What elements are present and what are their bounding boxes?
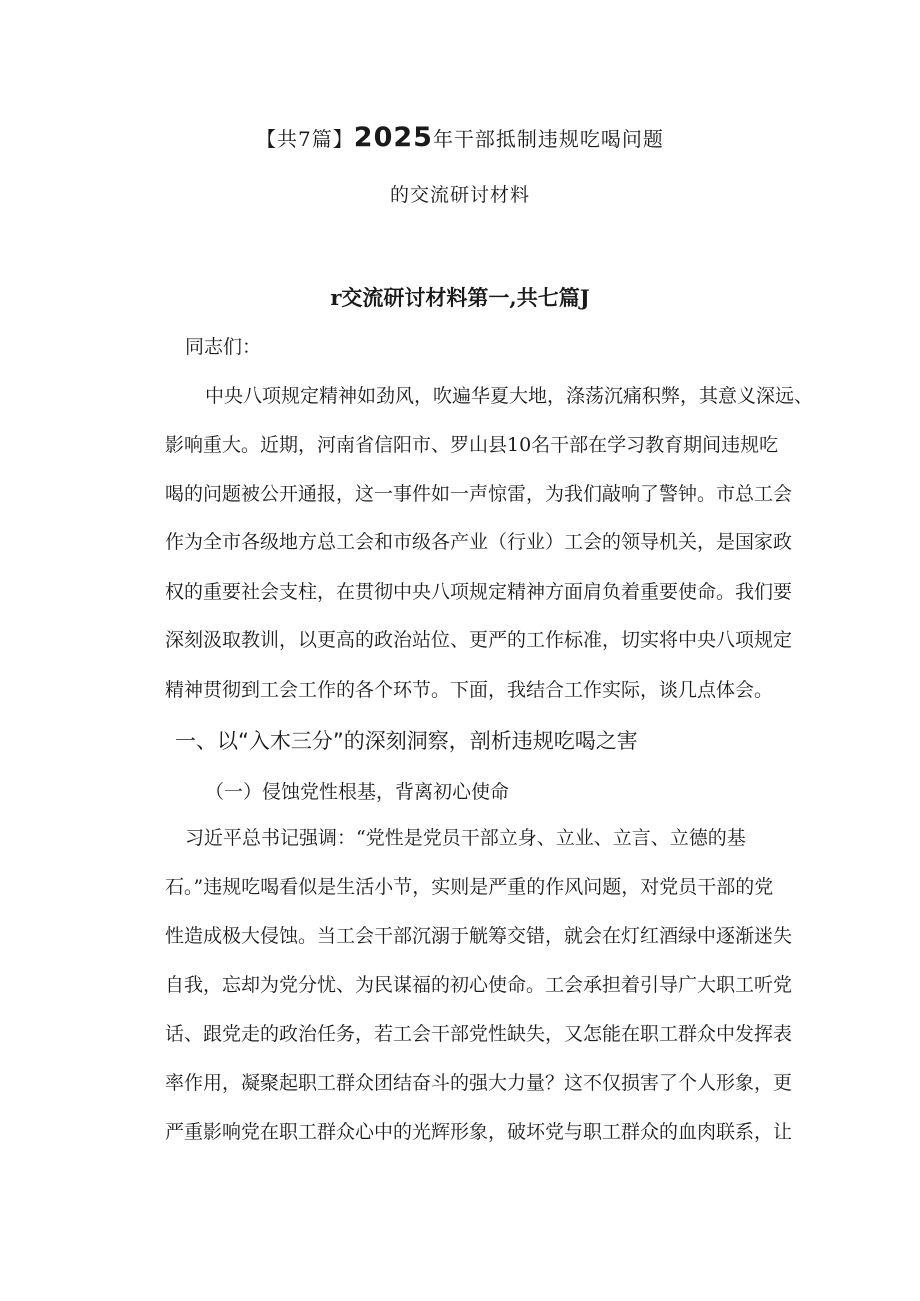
intro-line: 中央八项规定精神如劲风，吹遍华夏大地，涤荡沉痛积弊，其意义深远、 — [205, 385, 814, 407]
document-title-line1 — [0, 122, 920, 153]
body-line: 话、跟党走的政治任务，若工会干部党性缺失，又怎能在职工群众中发挥表 — [165, 1023, 793, 1045]
body-line: 习近平总书记强调：“党性是党员干部立身、立业、立言、立德的基 — [185, 827, 746, 849]
title-bracket: 【共7篇】 — [256, 127, 354, 151]
intro-line: 深刻汲取教训，以更高的政治站位、更严的工作标准，切实将中央八项规定 — [165, 629, 793, 651]
intro-line: 精神贯彻到工会工作的各个环节。下面，我结合工作实际，谈几点体会。 — [165, 679, 774, 701]
section-heading-1: 一、以“入木三分”的深刻洞察，剖析违规吃喝之害 — [175, 729, 638, 753]
title-rest: 年干部抵制违规吃喝问题 — [432, 127, 664, 151]
intro-line: 喝的问题被公开通报，这一事件如一声惊雷，为我们敲响了警钟。市总工会 — [165, 483, 793, 505]
body-line: 性造成极大侵蚀。当工会干部沉溺于觥筹交错，就会在灯红酒绿中逐渐迷失 — [165, 925, 793, 947]
body-line: 率作用，凝聚起职工群众团结奋斗的强大力量？这不仅损害了个人形象，更 — [165, 1072, 793, 1094]
body-line: 严重影响党在职工群众心中的光辉形象，破坏党与职工群众的血肉联系，让 — [165, 1121, 793, 1143]
document-title-line2: 的交流研讨材料 — [389, 184, 530, 206]
salutation: 同志们： — [185, 336, 262, 358]
intro-line: 影响重大。近期，河南省信阳市、罗山县10名干部在学习教育期间违规吃 — [165, 434, 779, 456]
body-line: 石。”违规吃喝看似是生活小节，实则是严重的作风问题，对党员干部的党 — [165, 876, 774, 898]
body-line: 自我，忘却为党分忧、为民谋福的初心使命。工会承担着引导广大职工听党 — [165, 974, 793, 996]
intro-line: 权的重要社会支柱，在贯彻中央八项规定精神方面肩负着重要使命。我们要 — [165, 581, 793, 603]
section-heading-1-1: （一）侵蚀党性根基，背离初心使命 — [205, 781, 510, 803]
section-subtitle: r交流研讨材料第一,共七篇J — [330, 285, 590, 310]
title-year: 2025 — [353, 122, 433, 153]
intro-line: 作为全市各级地方总工会和市级各产业（行业）工会的领导机关，是国家政 — [165, 531, 793, 553]
